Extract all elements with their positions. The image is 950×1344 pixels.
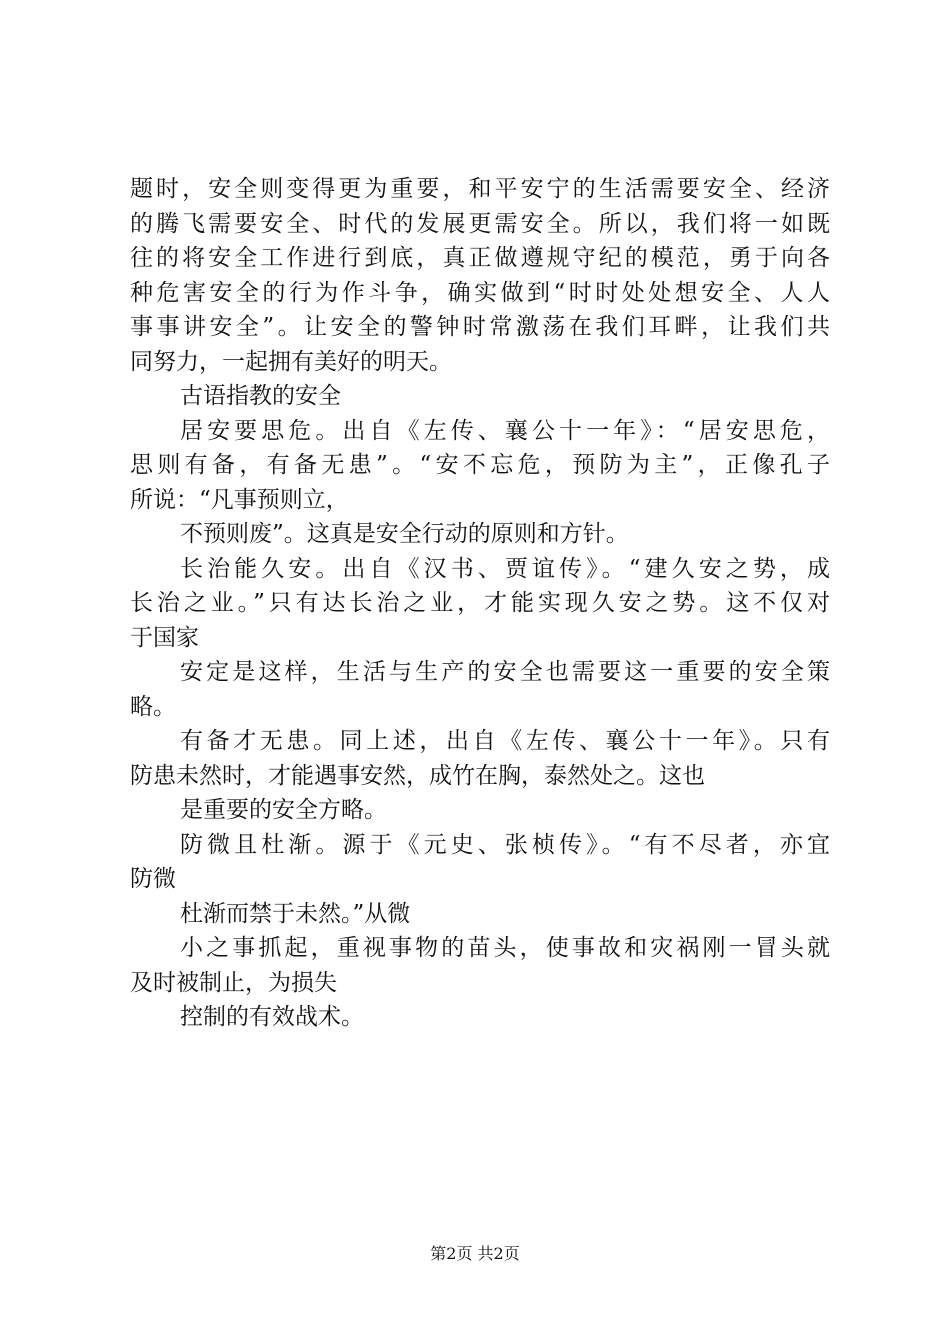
- text-line: 题时，安全则变得更为重要，和平安宁的生活需要安全、经济: [130, 176, 830, 202]
- text-line: 略。: [130, 693, 176, 720]
- text-line: 不预则废”。这真是安全行动的原则和方针。: [180, 521, 629, 547]
- text-line: 长治之业。”只有达长治之业，才能实现久安之势。这不仅对: [130, 590, 830, 616]
- text-line: 小之事抓起，重视事物的苗头，使事故和灾祸刚一冒头就: [180, 935, 830, 961]
- page-number-footer: 第2页 共2页: [430, 1244, 520, 1263]
- text-line: 及时被制止，为损失: [130, 969, 337, 996]
- text-line: 长治能久安。出自《汉书、贾谊传》。“建久安之势，成: [180, 555, 830, 582]
- text-line: 往的将安全工作进行到底，真正做遵规守纪的模范，勇于向各: [130, 245, 830, 271]
- text-line: 于国家: [130, 624, 199, 651]
- text-line: 防微且杜渐。源于《元史、张桢传》。“有不尽者，亦宜: [180, 831, 830, 858]
- text-line: 杜渐而禁于未然。”从微: [180, 900, 411, 927]
- text-line: 控制的有效战术。: [180, 1004, 364, 1030]
- document-body: [130, 172, 830, 1035]
- text-line: 安定是这样，生活与生产的安全也需要这一重要的安全策: [180, 659, 830, 685]
- text-line: 种危害安全的行为作斗争，确实做到“时时处处想安全、人人: [130, 279, 830, 306]
- text-line: 的腾飞需要安全、时代的发展更需安全。所以，我们将一如既: [130, 210, 830, 237]
- text-line: 防微: [130, 866, 176, 892]
- text-line: 思则有备，有备无患”。“安不忘危，预防为主”，正像孔子: [130, 452, 830, 478]
- section-heading: 古语指教的安全: [180, 383, 341, 409]
- text-line: 居安要思危。出自《左传、襄公十一年》：“居安思危，: [180, 417, 830, 444]
- text-line: 同努力，一起拥有美好的明天。: [130, 348, 452, 375]
- text-line: 有备才无患。同上述，出自《左传、襄公十一年》。只有: [180, 728, 830, 754]
- text-line: 防患未然时，才能遇事安然，成竹在胸，泰然处之。这也: [130, 762, 705, 789]
- text-line: 是重要的安全方略。: [180, 797, 387, 823]
- text-line: 所说：“凡事预则立，: [130, 486, 349, 513]
- text-line: 事事讲安全”。让安全的警钟时常激荡在我们耳畔，让我们共: [130, 314, 830, 340]
